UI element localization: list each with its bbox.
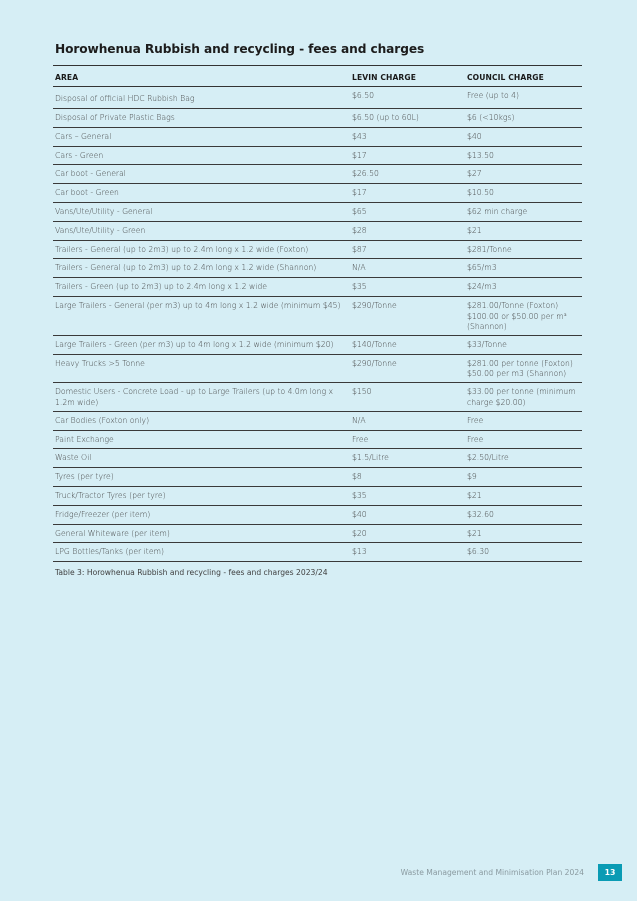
table-row [53,184,582,203]
cell-area: General Whiteware (per item) [53,524,350,543]
table-row [53,486,582,505]
cell-area: Truck/Tractor Tyres (per tyre) [53,486,350,505]
table-row [53,202,582,221]
cell-area: Vans/Ute/Utility - General [53,202,350,221]
table-row [53,278,582,297]
table-row [53,127,582,146]
cell-levin-charge: $35 [350,278,465,297]
cell-area: Car Bodies (Foxton only) [53,411,350,430]
table-row [53,383,582,412]
cell-area: Trailers - General (up to 2m3) up to 2.4m long x 1.2 wide (Foxton) [53,240,350,259]
cell-levin-charge: $1.5/Litre [350,449,465,468]
cell-council-charge: $281.00 per tonne (Foxton) $50.00 per m3 (Shannon) [465,354,582,383]
cell-council-charge: $33.00 per tonne (minimum charge $20.00) [465,383,582,412]
table-row [53,449,582,468]
cell-area: Tyres (per tyre) [53,468,350,487]
cell-levin-charge: $26.50 [350,165,465,184]
page-number-badge: 13 [598,864,622,881]
table-row [53,87,582,109]
cell-council-charge: $24/m3 [465,278,582,297]
page-title: Horowhenua Rubbish and recycling - fees and charges [55,42,425,56]
cell-council-charge: $40 [465,127,582,146]
cell-area: Cars – General [53,127,350,146]
table-row [53,259,582,278]
cell-area: Fridge/Freezer (per item) [53,505,350,524]
cell-area: LPG Bottles/Tanks (per item) [53,543,350,562]
cell-levin-charge: $290/Tonne [350,354,465,383]
table-row [53,524,582,543]
cell-levin-charge: $35 [350,486,465,505]
table-row [53,543,582,562]
cell-area: Large Trailers - Green (per m3) up to 4m long x 1.2 wide (minimum $20) [53,335,350,354]
cell-council-charge: $281/Tonne [465,240,582,259]
cell-area: Cars - Green [53,146,350,165]
cell-levin-charge: $17 [350,184,465,203]
table-caption: Table 3: Horowhenua Rubbish and recycling - fees and charges 2023/24 [55,568,328,577]
column-header-area: AREA [53,66,350,87]
cell-council-charge: Free (up to 4) [465,87,582,109]
cell-levin-charge: $290/Tonne [350,296,465,335]
cell-council-charge: $33/Tonne [465,335,582,354]
cell-council-charge: $6 (<10kgs) [465,109,582,128]
table-row [53,240,582,259]
table-row [53,335,582,354]
cell-area: Domestic Users - Concrete Load - up to Large Trailers (up to 4.0m long x 1.2m wide) [53,383,350,412]
cell-levin-charge: $13 [350,543,465,562]
cell-council-charge: $10.50 [465,184,582,203]
cell-council-charge: $21 [465,524,582,543]
cell-levin-charge: Free [350,430,465,449]
table-row [53,430,582,449]
cell-council-charge: $281.00/Tonne (Foxton) $100.00 or $50.00 per m³ (Shannon) [465,296,582,335]
cell-area: Heavy Trucks >5 Tonne [53,354,350,383]
cell-council-charge: $65/m3 [465,259,582,278]
table-row [53,109,582,128]
cell-area: Large Trailers - General (per m3) up to 4m long x 1.2 wide (minimum $45) [53,296,350,335]
cell-levin-charge: $150 [350,383,465,412]
cell-levin-charge: $8 [350,468,465,487]
footer-document-title: Waste Management and Minimisation Plan 2024 [400,868,584,877]
cell-area: Disposal of official HDC Rubbish Bag [53,87,350,109]
cell-council-charge: $6.30 [465,543,582,562]
cell-council-charge: $9 [465,468,582,487]
cell-council-charge: $32.60 [465,505,582,524]
cell-area: Vans/Ute/Utility - Green [53,221,350,240]
cell-area: Waste Oil [53,449,350,468]
cell-council-charge: $62 min charge [465,202,582,221]
cell-council-charge: $21 [465,221,582,240]
cell-levin-charge: $6.50 [350,87,465,109]
column-header-levin-charge: LEVIN CHARGE [350,66,465,87]
cell-council-charge: $21 [465,486,582,505]
fees-table [53,65,582,562]
cell-levin-charge: $65 [350,202,465,221]
table-row [53,296,582,335]
cell-area: Trailers - General (up to 2m3) up to 2.4m long x 1.2 wide (Shannon) [53,259,350,278]
cell-council-charge: $27 [465,165,582,184]
table-row [53,221,582,240]
cell-levin-charge: $87 [350,240,465,259]
table-row [53,505,582,524]
table-row [53,411,582,430]
cell-levin-charge: $20 [350,524,465,543]
cell-area: Car boot - General [53,165,350,184]
cell-council-charge: Free [465,430,582,449]
cell-levin-charge: N/A [350,411,465,430]
table-row [53,468,582,487]
cell-area: Car boot - Green [53,184,350,203]
table-row [53,146,582,165]
table-row [53,165,582,184]
cell-levin-charge: $140/Tonne [350,335,465,354]
cell-levin-charge: $28 [350,221,465,240]
cell-area: Trailers - Green (up to 2m3) up to 2.4m long x 1.2 wide [53,278,350,297]
cell-council-charge: Free [465,411,582,430]
column-header-council-charge: COUNCIL CHARGE [465,66,582,87]
table-header-row [53,66,582,87]
cell-area: Disposal of Private Plastic Bags [53,109,350,128]
cell-council-charge: $2.50/Litre [465,449,582,468]
cell-area: Paint Exchange [53,430,350,449]
cell-levin-charge: $40 [350,505,465,524]
cell-levin-charge: $43 [350,127,465,146]
cell-levin-charge: $6.50 (up to 60L) [350,109,465,128]
table-row [53,354,582,383]
cell-levin-charge: $17 [350,146,465,165]
cell-levin-charge: N/A [350,259,465,278]
cell-council-charge: $13.50 [465,146,582,165]
